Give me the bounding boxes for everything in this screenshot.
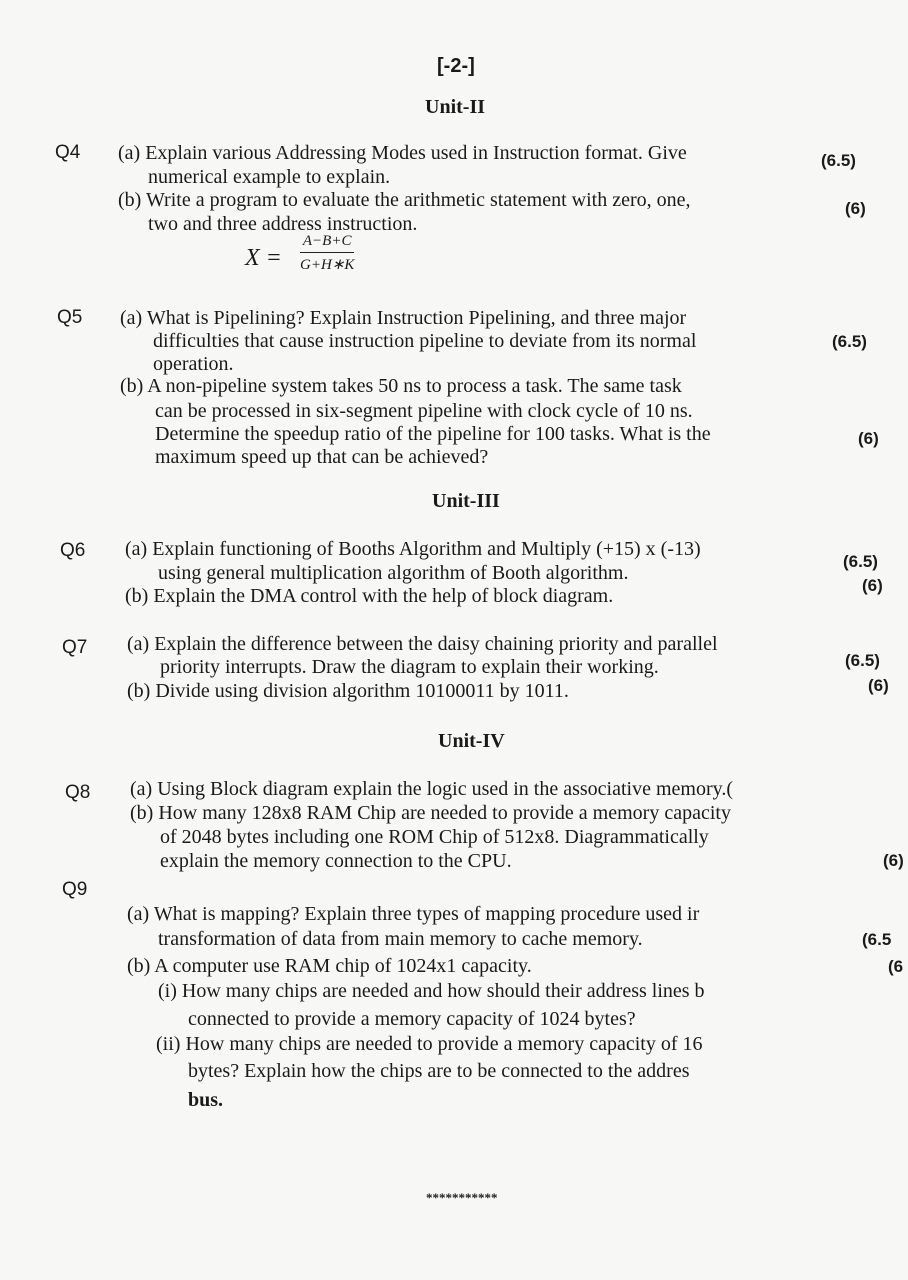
q5a-line-2: difficulties that cause instruction pipeline to deviate from its normal: [153, 330, 697, 352]
q9i-line-2: connected to provide a memory capacity of 1024 bytes?: [188, 1008, 636, 1030]
q9b-text: A computer use RAM chip of 1024x1 capacity.: [154, 955, 532, 977]
q9i-tag: (i): [158, 980, 177, 1002]
q5b-text: A non-pipeline system takes 50 ns to process a task. The same task: [147, 375, 682, 397]
q8a-text: Using Block diagram explain the logic used in the associative memory.(: [157, 778, 733, 800]
q9ii-tag: (ii): [156, 1033, 181, 1055]
q5b-line-2: can be processed in six-segment pipeline with clock cycle of 10 ns.: [155, 400, 693, 422]
q6a-marks: (6.5): [843, 552, 878, 571]
q5a-line-3: operation.: [153, 353, 234, 375]
formula-denominator: G+H∗K: [300, 257, 355, 273]
q6a-line-1: [125, 539, 701, 559]
q4a-marks: (6.5): [821, 151, 856, 170]
q6a-line-2: using general multiplication algorithm of Booth algorithm.: [158, 562, 629, 584]
q4b-line-2: two and three address instruction.: [148, 213, 418, 235]
q8b-line-3: explain the memory connection to the CPU.: [160, 850, 512, 872]
q7a-marks: (6.5): [845, 651, 880, 670]
q6b-text: Explain the DMA control with the help of block diagram.: [153, 585, 614, 607]
q5b-line-3: Determine the speedup ratio of the pipeline for 100 tasks. What is the: [155, 423, 711, 445]
q6b-tag: (b): [125, 585, 149, 607]
q9ii-line-3: bus.: [188, 1089, 224, 1111]
q9ii-line-2: bytes? Explain how the chips are to be connected to the addres: [188, 1060, 690, 1082]
q9a-marks: (6.5: [862, 930, 892, 949]
q9a-line-2: transformation of data from main memory to cache memory.: [158, 928, 643, 950]
q9ii-line-1: [156, 1034, 702, 1054]
unit-ii-heading: Unit-II: [425, 96, 486, 118]
q4b-tag: (b): [118, 189, 142, 211]
q6a-tag: (a): [125, 538, 148, 560]
q9a-text: What is mapping? Explain three types of mapping procedure used ir: [153, 903, 700, 925]
q6-label: Q6: [60, 540, 86, 561]
q4a-line-2: numerical example to explain.: [148, 166, 391, 188]
q8b-marks: (6): [883, 851, 904, 870]
q8b-line-2: of 2048 bytes including one ROM Chip of 512x8. Diagrammatically: [160, 826, 709, 848]
q6b-line-1: [125, 586, 613, 606]
q7b-marks: (6): [868, 676, 889, 695]
q6a-text: Explain functioning of Booths Algorithm and Multiply (+15) x (-13): [152, 538, 701, 560]
q8-label: Q8: [65, 782, 91, 803]
q7a-text: Explain the difference between the daisy chaining priority and parallel: [154, 633, 718, 655]
q8a-tag: (a): [130, 778, 153, 800]
q7b-line-1: [127, 681, 569, 701]
q7b-tag: (b): [127, 680, 151, 702]
q4a-line-1: [118, 143, 687, 163]
q4b-line-1: [118, 190, 691, 210]
q7b-text: Divide using division algorithm 10100011 by 1011.: [155, 680, 569, 702]
q9b-marks: (6: [888, 957, 904, 976]
end-marker: ***********: [426, 1190, 498, 1205]
q4b-text: Write a program to evaluate the arithmetic statement with zero, one,: [145, 189, 691, 211]
q9-label: Q9: [62, 879, 88, 900]
q9b-line-1: [127, 956, 532, 976]
q9i-text: How many chips are needed and how should their address lines b: [181, 980, 705, 1002]
q5a-line-1: [120, 308, 686, 328]
q4a-text: Explain various Addressing Modes used in Instruction format. Give: [145, 142, 687, 164]
q5a-tag: (a): [120, 307, 143, 329]
q8b-text: How many 128x8 RAM Chip are needed to provide a memory capacity: [158, 802, 731, 824]
q6b-marks: (6): [862, 576, 883, 595]
unit-iii-heading: Unit-III: [432, 490, 500, 512]
formula-fraction: [300, 232, 354, 274]
q5a-text: What is Pipelining? Explain Instruction Pipelining, and three major: [146, 307, 687, 329]
q7a-line-1: [127, 634, 718, 654]
q4a-tag: (a): [118, 142, 141, 164]
q5b-marks: (6): [858, 429, 879, 448]
q4-label: Q4: [55, 142, 81, 163]
q5-label: Q5: [57, 307, 83, 328]
q8b-line-1: [130, 803, 731, 823]
q5a-marks: (6.5): [832, 332, 867, 351]
q7-label: Q7: [62, 637, 88, 658]
formula-numerator: A−B+C: [300, 232, 354, 253]
q8a-line-1: [130, 779, 733, 799]
q9ii-text: How many chips are needed to provide a memory capacity of 16: [185, 1033, 703, 1055]
q7a-tag: (a): [127, 633, 150, 655]
q9a-line-1: [127, 904, 699, 924]
q5b-tag: (b): [120, 375, 144, 397]
unit-iv-heading: Unit-IV: [438, 730, 505, 752]
page-number: [-2-]: [437, 55, 475, 77]
q9a-tag: (a): [127, 903, 150, 925]
q5b-line-1: [120, 376, 682, 396]
q9b-tag: (b): [127, 955, 151, 977]
q9i-line-1: [158, 981, 705, 1001]
q4b-marks: (6): [845, 199, 866, 218]
formula-lhs: X =: [245, 245, 282, 271]
q8b-tag: (b): [130, 802, 154, 824]
q5b-line-4: maximum speed up that can be achieved?: [155, 446, 489, 468]
q7a-line-2: priority interrupts. Draw the diagram to explain their working.: [160, 656, 659, 678]
